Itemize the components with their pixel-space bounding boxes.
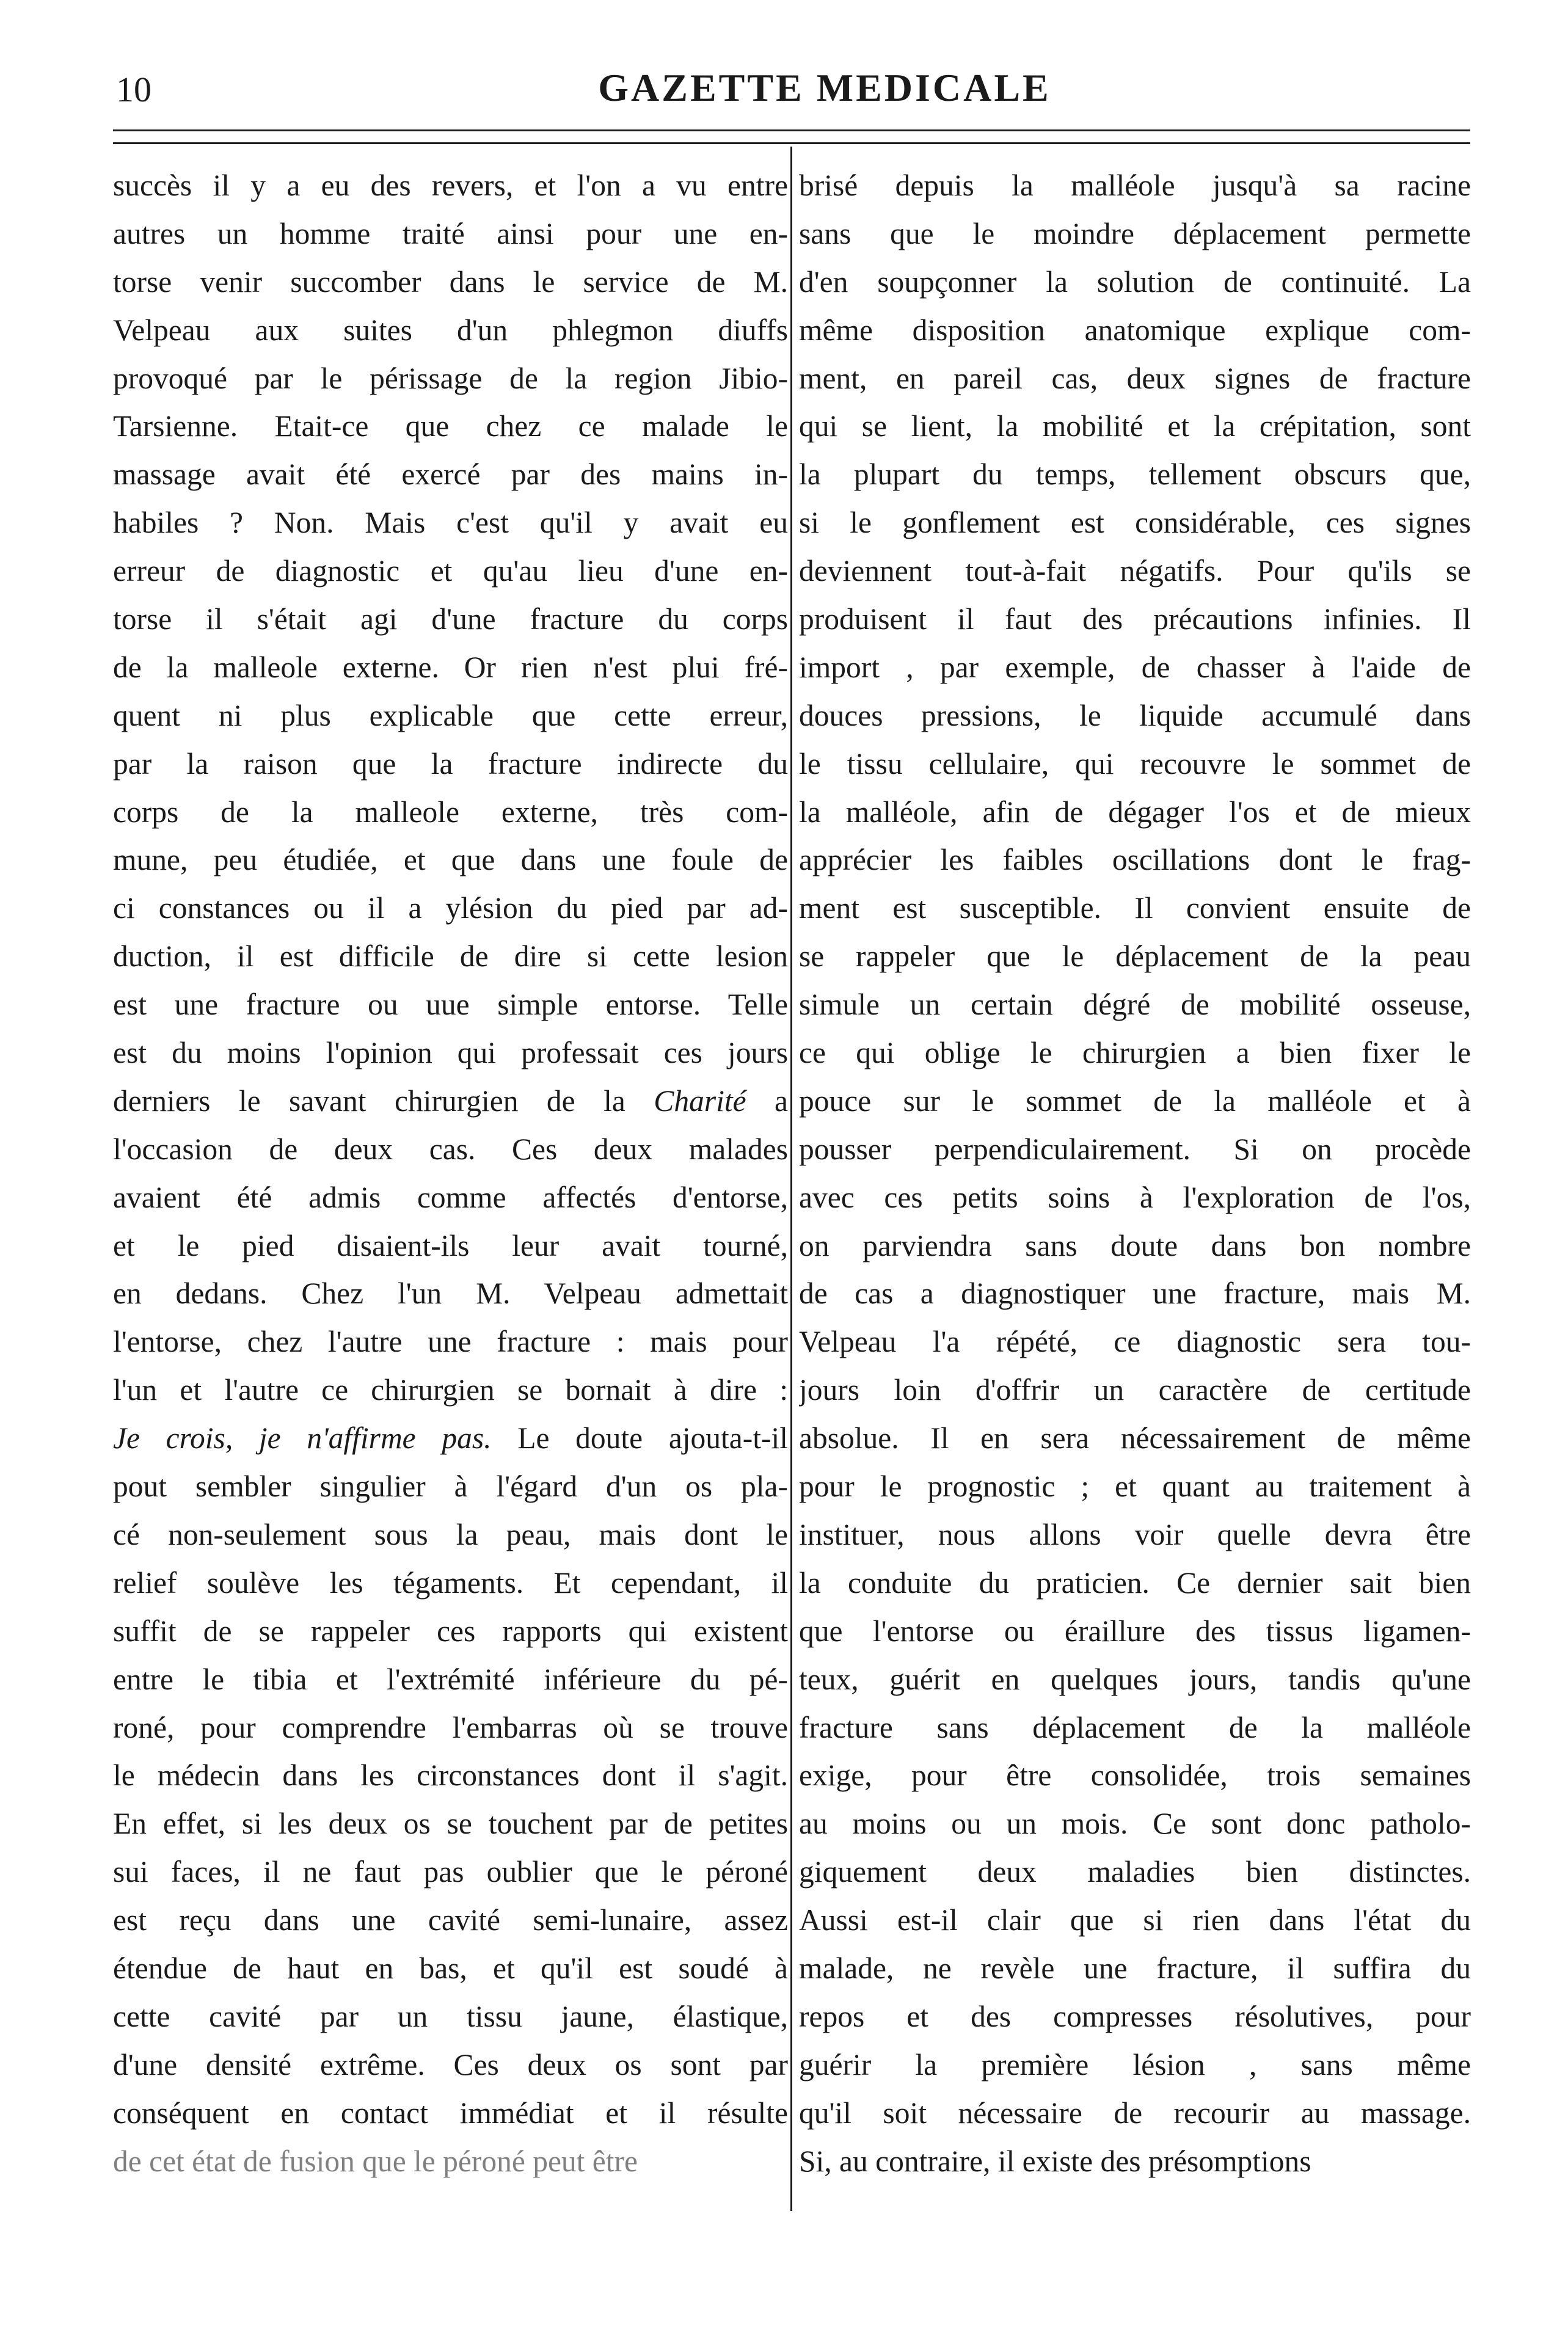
text-line: de la malleole externe. Or rien n'est plui fré- [113,650,788,684]
text-line: l'occasion de deux cas. Ces deux malades [113,1132,788,1166]
text-line: par la raison que la fracture indirecte du [113,746,788,781]
text-line: Aussi est-il clair que si rien dans l'état du [799,1903,1471,1937]
text-line: d'en soupçonner la solution de continuité. La [799,264,1471,299]
text-line: ce qui oblige le chirurgien a bien fixer le [799,1036,1471,1070]
text-line: massage avait été exercé par des mains in- [113,457,788,492]
text-line: apprécier les faibles oscillations dont le frag- [799,843,1471,877]
text-line: l'un et l'autre ce chirurgien se bornait à dire : [113,1373,788,1407]
text-line: En effet, si les deux os se touchent par de petites [113,1807,788,1841]
text-line: que l'entorse ou éraillure des tissus ligamen- [799,1614,1471,1648]
text-line: même disposition anatomique explique com- [799,313,1471,347]
text-line: de cet état de fusion que le péroné peut être [113,2144,638,2178]
text-line: autres un homme traité ainsi pour une en- [113,216,788,250]
text-line: torse il s'était agi d'une fracture du corps [113,602,788,636]
text-line: relief soulève les tégaments. Et cependant, il [113,1565,788,1600]
text-line: ment est susceptible. Il convient ensuite de [799,891,1471,925]
column-divider [790,147,792,2211]
text-line: au moins ou un mois. Ce sont donc patholo- [799,1807,1471,1841]
text-line: conséquent en contact immédiat et il résulte [113,2096,788,2130]
text-line: qui se lient, la mobilité et la crépitation, sont [799,409,1471,443]
text-line: de cas a diagnostiquer une fracture, mais M. [799,1277,1471,1311]
text-line: se rappeler que le déplacement de la peau [799,939,1471,974]
text-line: corps de la malleole externe, très com- [113,795,788,829]
text-line: giquement deux maladies bien distinctes. [799,1855,1471,1889]
text-line: douces pressions, le liquide accumulé dans [799,698,1471,732]
text-line: guérir la première lésion , sans même [799,2047,1471,2082]
text-line: quent ni plus explicable que cette erreur, [113,698,788,732]
text-line: en dedans. Chez l'un M. Velpeau admettait [113,1277,788,1311]
text-line: on parviendra sans doute dans bon nombre [799,1228,1471,1262]
text-line: erreur de diagnostic et qu'au lieu d'une en- [113,554,788,588]
page-title: GAZETTE MEDICALE [598,66,1051,109]
text-line: suffit de se rappeler ces rapports qui existent [113,1614,788,1648]
text-line: malade, ne revèle une fracture, il suffira du [799,1951,1471,1985]
text-line: Velpeau aux suites d'un phlegmon diuffs [113,313,788,347]
text-line: repos et des compresses résolutives, pour [799,1999,1471,2033]
text-line: pout sembler singulier à l'égard d'un os pla- [113,1470,788,1504]
text-line: est une fracture ou uue simple entorse. Telle [113,988,788,1022]
text-line: torse venir succomber dans le service de M. [113,264,788,299]
text-line: habiles ? Non. Mais c'est qu'il y avait eu [113,506,788,540]
text-line: instituer, nous allons voir quelle devra être [799,1517,1471,1551]
text-line: le tissu cellulaire, qui recouvre le sommet de [799,746,1471,781]
text-line: et le pied disaient-ils leur avait tourné, [113,1228,788,1262]
text-line: qu'il soit nécessaire de recourir au massage. [799,2096,1471,2130]
text-line: avaient été admis comme affectés d'entorse, [113,1180,788,1214]
text-line: Velpeau l'a répété, ce diagnostic sera tou- [799,1325,1471,1359]
text-line: la malléole, afin de dégager l'os et de mieux [799,795,1471,829]
text-line: le médecin dans les circonstances dont il s'agit. [113,1758,788,1793]
text-line: derniers le savant chirurgien de la Charité a [113,1084,788,1118]
text-line: produisent il faut des précautions infinies. Il [799,602,1471,636]
text-line: sui faces, il ne faut pas oublier que le péroné [113,1855,788,1889]
text-line: teux, guérit en quelques jours, tandis qu'une [799,1662,1471,1696]
text-line: ment, en pareil cas, deux signes de fracture [799,361,1471,395]
text-line: brisé depuis la malléole jusqu'à sa racine [799,169,1471,202]
page-number: 10 [116,70,151,109]
text-line: absolue. Il en sera nécessairement de même [799,1421,1471,1455]
text-line: Tarsienne. Etait-ce que chez ce malade le [113,409,788,443]
right-column [799,162,1471,2185]
text-line: duction, il est difficile de dire si cette lesion [113,939,788,974]
text-line: succès il y a eu des revers, et l'on a vu entre [113,169,788,202]
text-line: deviennent tout-à-fait négatifs. Pour qu'ils se [799,554,1471,588]
text-line: entre le tibia et l'extrémité inférieure du pé- [113,1662,788,1696]
text-line: si le gonflement est considérable, ces signes [799,506,1471,540]
text-line: la conduite du praticien. Ce dernier sait bien [799,1565,1471,1600]
header-double-rule [113,129,1470,144]
text-line: sans que le moindre déplacement permette [799,216,1471,250]
text-line: cette cavité par un tissu jaune, élastique, [113,1999,788,2033]
text-line: provoqué par le périssage de la region Jibio- [113,361,788,395]
text-line: ci constances ou il a ylésion du pied par ad- [113,891,788,925]
text-line: pouce sur le sommet de la malléole et à [799,1084,1471,1118]
text-line: roné, pour comprendre l'embarras où se trouve [113,1710,788,1744]
text-line: mune, peu étudiée, et que dans une foule de [113,843,788,877]
text-line: étendue de haut en bas, et qu'il est soudé à [113,1951,788,1985]
text-line: fracture sans déplacement de la malléole [799,1710,1471,1744]
text-line: cé non-seulement sous la peau, mais dont le [113,1517,788,1551]
text-line: l'entorse, chez l'autre une fracture : mais pour [113,1325,788,1359]
text-line: Je crois, je n'affirme pas. Le doute ajouta-t-il [113,1421,788,1455]
text-line: simule un certain dégré de mobilité osseuse, [799,988,1471,1022]
text-line: import , par exemple, de chasser à l'aide de [799,650,1471,684]
text-line: d'une densité extrême. Ces deux os sont par [113,2047,788,2082]
text-line: exige, pour être consolidée, trois semaines [799,1758,1471,1793]
text-line: pour le prognostic ; et quant au traitement à [799,1470,1471,1504]
text-line: est du moins l'opinion qui professait ces jours [113,1036,788,1070]
text-line: avec ces petits soins à l'exploration de l'os, [799,1180,1471,1214]
text-line: jours loin d'offrir un caractère de certitude [799,1373,1471,1407]
text-line: est reçu dans une cavité semi-lunaire, assez [113,1903,788,1937]
text-line: la plupart du temps, tellement obscurs que, [799,457,1471,492]
text-line: pousser perpendiculairement. Si on procède [799,1132,1471,1166]
left-column [113,162,788,2185]
text-line: Si, au contraire, il existe des présomptions [799,2144,1311,2178]
